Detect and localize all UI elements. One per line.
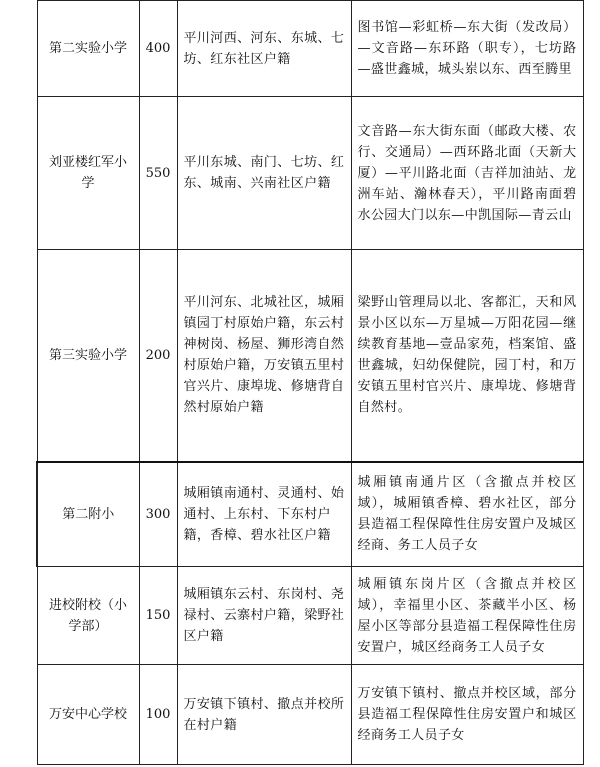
zone-range-cell: 万安镇下镇村、撤点并校区域，部分县造福工程保障性住房安置户和城区经商务工人员子女: [351, 665, 583, 765]
enrollment-zone-table: [36, 0, 584, 765]
zone-range-cell: 城厢镇南通片区（含撤点并校区域），城厢镇香樟、碧水社区，部分县造福工程保障性住房安置户及城区经商、务工人员子女: [351, 462, 583, 567]
zone-range-cell: 梁野山管理局以北、客都汇，天和风景小区以东—万星城—万阳花园—继续教育基地—壹品家苑，档案馆、盛世鑫城，妇幼保健院，园丁村，和万安镇五里村官兴片、康埠垅、修塘背自然村。: [351, 250, 583, 462]
enrollment-count-cell: 200: [139, 250, 177, 462]
household-scope-cell: 平川东城、南门、七坊、红东、城南、兴南社区户籍: [177, 97, 351, 250]
school-name-cell: 万安中心学校: [37, 665, 139, 765]
zone-range-cell: 图书馆—彩虹桥—东大街（发改局）—文音路—东环路（职专），七坊路—盛世鑫城，城头岽以东、西至腾里: [351, 1, 583, 97]
table-row: [37, 665, 583, 765]
zone-range-cell: 文音路—东大街东面（邮政大楼、农行、交通局）—西环路北面（天新大厦）—平川路北面（吉祥加油站、龙洲车站、瀚林春天），平川路南面碧水公园大门以东—中凯国际—青云山: [351, 97, 583, 250]
table-row: [37, 462, 583, 567]
enrollment-count-cell: 400: [139, 1, 177, 97]
household-scope-cell: 平川河西、河东、东城、七坊、红东社区户籍: [177, 1, 351, 97]
household-scope-cell: 平川河东、北城社区，城厢镇园丁村原始户籍，东云村神树岗、杨屋、狮形湾自然村原始户籍，万安镇五里村官兴片、康埠垅、修塘背自然村原始户籍: [177, 250, 351, 462]
school-name-cell: 进校附校（小学部）: [37, 567, 139, 665]
household-scope-cell: 万安镇下镇村、撤点并校所在村户籍: [177, 665, 351, 765]
enrollment-count-cell: 300: [139, 462, 177, 567]
enrollment-count-cell: 100: [139, 665, 177, 765]
table-row: [37, 567, 583, 665]
table-row: [37, 1, 583, 97]
table-row: [37, 97, 583, 250]
table-row: [37, 250, 583, 462]
school-name-cell: 第二实验小学: [37, 1, 139, 97]
school-name-cell: 第二附小: [37, 462, 139, 567]
household-scope-cell: 城厢镇东云村、东岗村、尧禄村、云寨村户籍，梁野社区户籍: [177, 567, 351, 665]
school-name-cell: 第三实验小学: [37, 250, 139, 462]
school-name-cell: 刘亚楼红军小学: [37, 97, 139, 250]
zone-range-cell: 城厢镇东岗片区（含撤点并校区域），幸福里小区、茶藏半小区、杨屋小区等部分县造福工程保障性住房安置户，城区经商务工人员子女: [351, 567, 583, 665]
household-scope-cell: 城厢镇南通村、灵通村、始通村、上东村、下东村户籍，香樟、碧水社区户籍: [177, 462, 351, 567]
enrollment-count-cell: 150: [139, 567, 177, 665]
enrollment-count-cell: 550: [139, 97, 177, 250]
